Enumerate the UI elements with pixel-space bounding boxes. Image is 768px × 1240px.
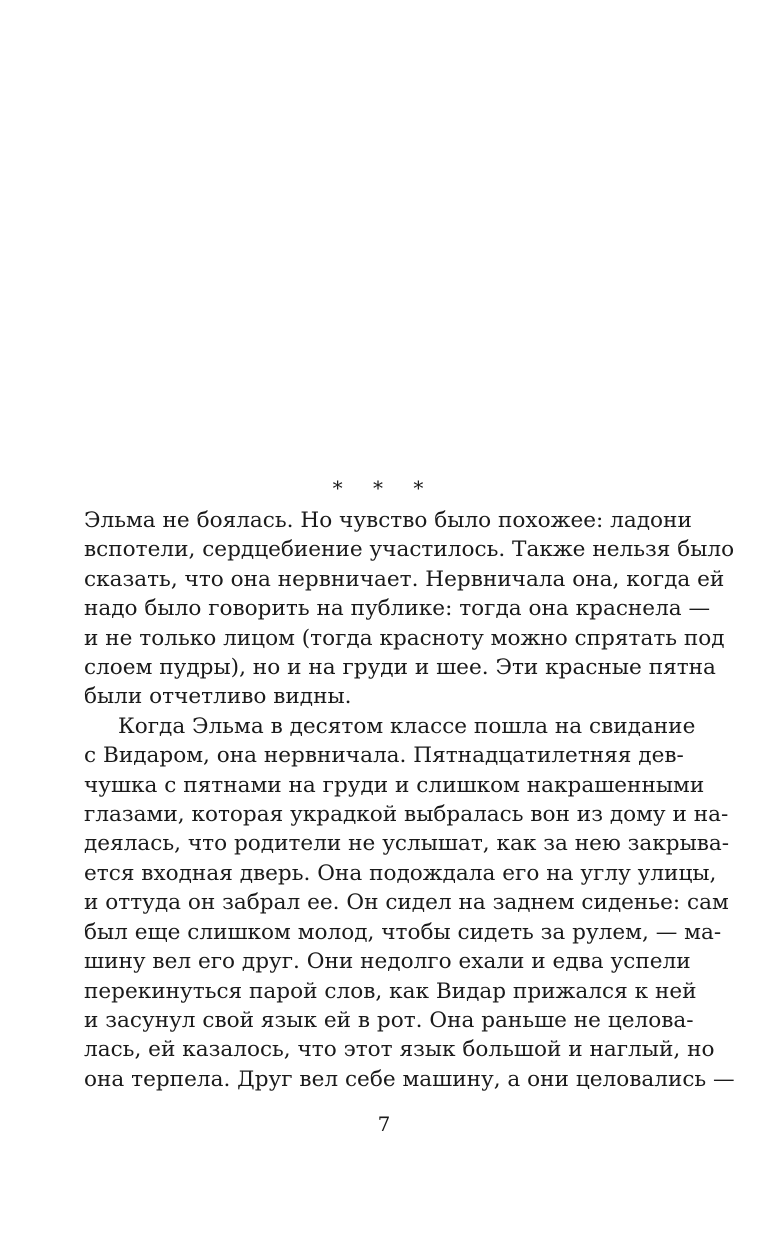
text-line: были отчетливо видны. — [84, 684, 352, 710]
text-line: вспотели, сердцебиение участилось. Также нельзя было — [84, 537, 735, 563]
section-separator: * * * — [332, 476, 436, 500]
text-line: ется входная дверь. Она подождала его на углу улицы, — [84, 860, 717, 886]
text-line: сказать, что она нервничает. Нервничала она, когда ей — [84, 566, 725, 592]
text-line: Эльма не боялась. Но чувство было похожее: ладони — [84, 508, 692, 533]
text-line: глазами, которая украдкой выбралась вон из дому и на- — [84, 802, 729, 828]
paragraph — [84, 712, 735, 1094]
text-line: надо было говорить на публике: тогда она краснела — — [84, 596, 711, 622]
text-line: Когда Эльма в десятом классе пошла на свидание — [118, 713, 696, 739]
text-line: слоем пудры), но и на груди и шее. Эти красные пятна — [84, 655, 716, 681]
text-line: перекинуться парой слов, как Видар прижался к ней — [84, 978, 697, 1004]
text-line: и не только лицом (тогда красноту можно спрятать под — [84, 625, 725, 651]
text-line: и оттуда он забрал ее. Он сидел на заднем сиденье: сам — [84, 890, 729, 916]
body-text — [84, 506, 735, 1094]
text-line: с Видаром, она нервничала. Пятнадцатилетняя дев- — [84, 743, 684, 769]
text-line: был еще слишком молод, чтобы сидеть за рулем, — ма- — [84, 919, 722, 945]
text-line: чушка с пятнами на груди и слишком накрашенными — [84, 772, 705, 798]
text-line: и засунул свой язык ей в рот. Она раньше не целова- — [84, 1007, 694, 1033]
text-line: лась, ей казалось, что этот язык большой и наглый, но — [84, 1037, 715, 1063]
paragraph — [84, 506, 735, 712]
text-line: она терпела. Друг вел себе машину, а они целовались — — [84, 1066, 735, 1092]
text-line: деялась, что родители не услышат, как за нею закрыва- — [84, 831, 730, 857]
text-line: шину вел его друг. Они недолго ехали и едва успели — [84, 949, 691, 975]
page-number: 7 — [377, 1112, 391, 1136]
